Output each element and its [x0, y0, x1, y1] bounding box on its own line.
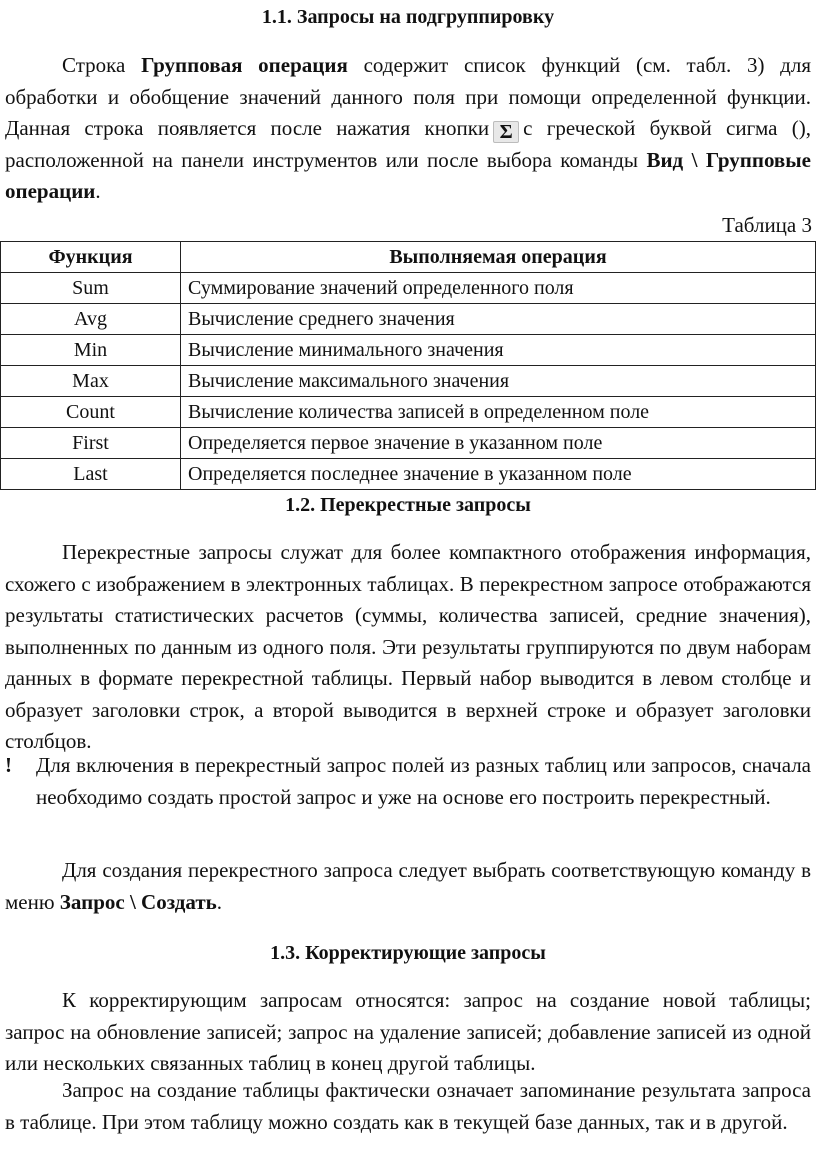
- section-2-paragraph-1: Перекрестные запросы служат для более компактного отображения информация, схожего с изображением в электронных таблицах. В перекрестном запросе отображаются результаты статистических расчетов (суммы, количества записей, средние значения), выполненных по данным из одного поля. Эти результаты группируются по двум наборам данных в формате перекрестной таблицы. Первый набор выводится в левом столбце и образует заголовки строк, а второй выводится в верхней строке и образует заголовки столбцов.: [5, 540, 811, 753]
- table-header-row: [1, 242, 816, 273]
- table-row: [1, 273, 816, 304]
- function-cell: Avg: [1, 304, 181, 335]
- sigma-icon: Σ: [493, 121, 519, 143]
- note-text: Для включения в перекрестный запрос полей из разных таблиц или запросов, сначала необходимо создать простой запрос и уже на основе его построить перекрестный.: [36, 753, 811, 809]
- section-2-paragraph-2: [5, 855, 811, 918]
- operation-cell: Вычисление минимального значения: [181, 335, 816, 366]
- text-run: содержит список функций (см. табл. 3) для обработки и обобщение значений данного поля при помощи определенной функции. Данная строка появляется после нажатия кнопки: [5, 53, 811, 140]
- function-cell: Min: [1, 335, 181, 366]
- table-caption: Таблица 3: [722, 213, 812, 237]
- operation-cell: Суммирование значений определенного поля: [181, 273, 816, 304]
- bold-menu-command: Вид \ Групповые операции: [5, 147, 811, 203]
- operation-cell: Определяется последнее значение в указанном поле: [181, 459, 816, 490]
- exclamation-icon: !: [5, 753, 12, 777]
- section-2-heading: 1.2. Перекрестные запросы: [285, 494, 531, 516]
- functions-table: [0, 241, 816, 490]
- table-row: [1, 335, 816, 366]
- operation-cell: Определяется первое значение в указанном поле: [181, 428, 816, 459]
- section-1-heading: 1.1. Запросы на подгруппировку: [261, 6, 555, 28]
- function-cell: Sum: [1, 273, 181, 304]
- text-run: .: [95, 179, 101, 203]
- table-row: [1, 459, 816, 490]
- section-3-paragraph-1: К корректирующим запросам относятся: запрос на создание новой таблицы; запрос на обновление записей; запрос на удаление записей; добавление записей из одной или нескольких связанных таблиц в конец другой таблицы.: [5, 988, 811, 1075]
- bold-term-group-operation: Групповая операция: [141, 53, 348, 77]
- section-2-note: [5, 750, 811, 813]
- function-cell: Max: [1, 366, 181, 397]
- operation-cell: Вычисление максимального значения: [181, 366, 816, 397]
- text-run: .: [216, 889, 223, 914]
- table-row: [1, 397, 816, 428]
- section-1-paragraph: [5, 50, 811, 208]
- header-function: Функция: [1, 242, 181, 273]
- function-cell: Count: [1, 397, 181, 428]
- header-operation: Выполняемая операция: [181, 242, 816, 273]
- bold-menu-command: Запрос \ Создать: [59, 889, 217, 914]
- text-run: с греческой буквой сигма (: [523, 116, 799, 140]
- text-run: Для создания перекрестного запроса следует выбрать соответствующую команду в меню: [5, 858, 811, 914]
- operation-cell: Вычисление среднего значения: [181, 304, 816, 335]
- operation-cell: Вычисление количества записей в определенном поле: [181, 397, 816, 428]
- section-3-paragraph-2: Запрос на создание таблицы фактически означает запоминание результата запроса в таблице. При этом таблицу можно создать как в текущей базе данных, так и в другой.: [5, 1078, 811, 1134]
- text-run: ), расположенной на панели инструментов или после выбора команды: [5, 116, 811, 172]
- table-row: [1, 366, 816, 397]
- function-cell: First: [1, 428, 181, 459]
- section-3-heading: 1.3. Корректирующие запросы: [270, 942, 546, 964]
- table-row: [1, 428, 816, 459]
- table-row: [1, 304, 816, 335]
- text-run: Строка: [62, 53, 142, 77]
- function-cell: Last: [1, 459, 181, 490]
